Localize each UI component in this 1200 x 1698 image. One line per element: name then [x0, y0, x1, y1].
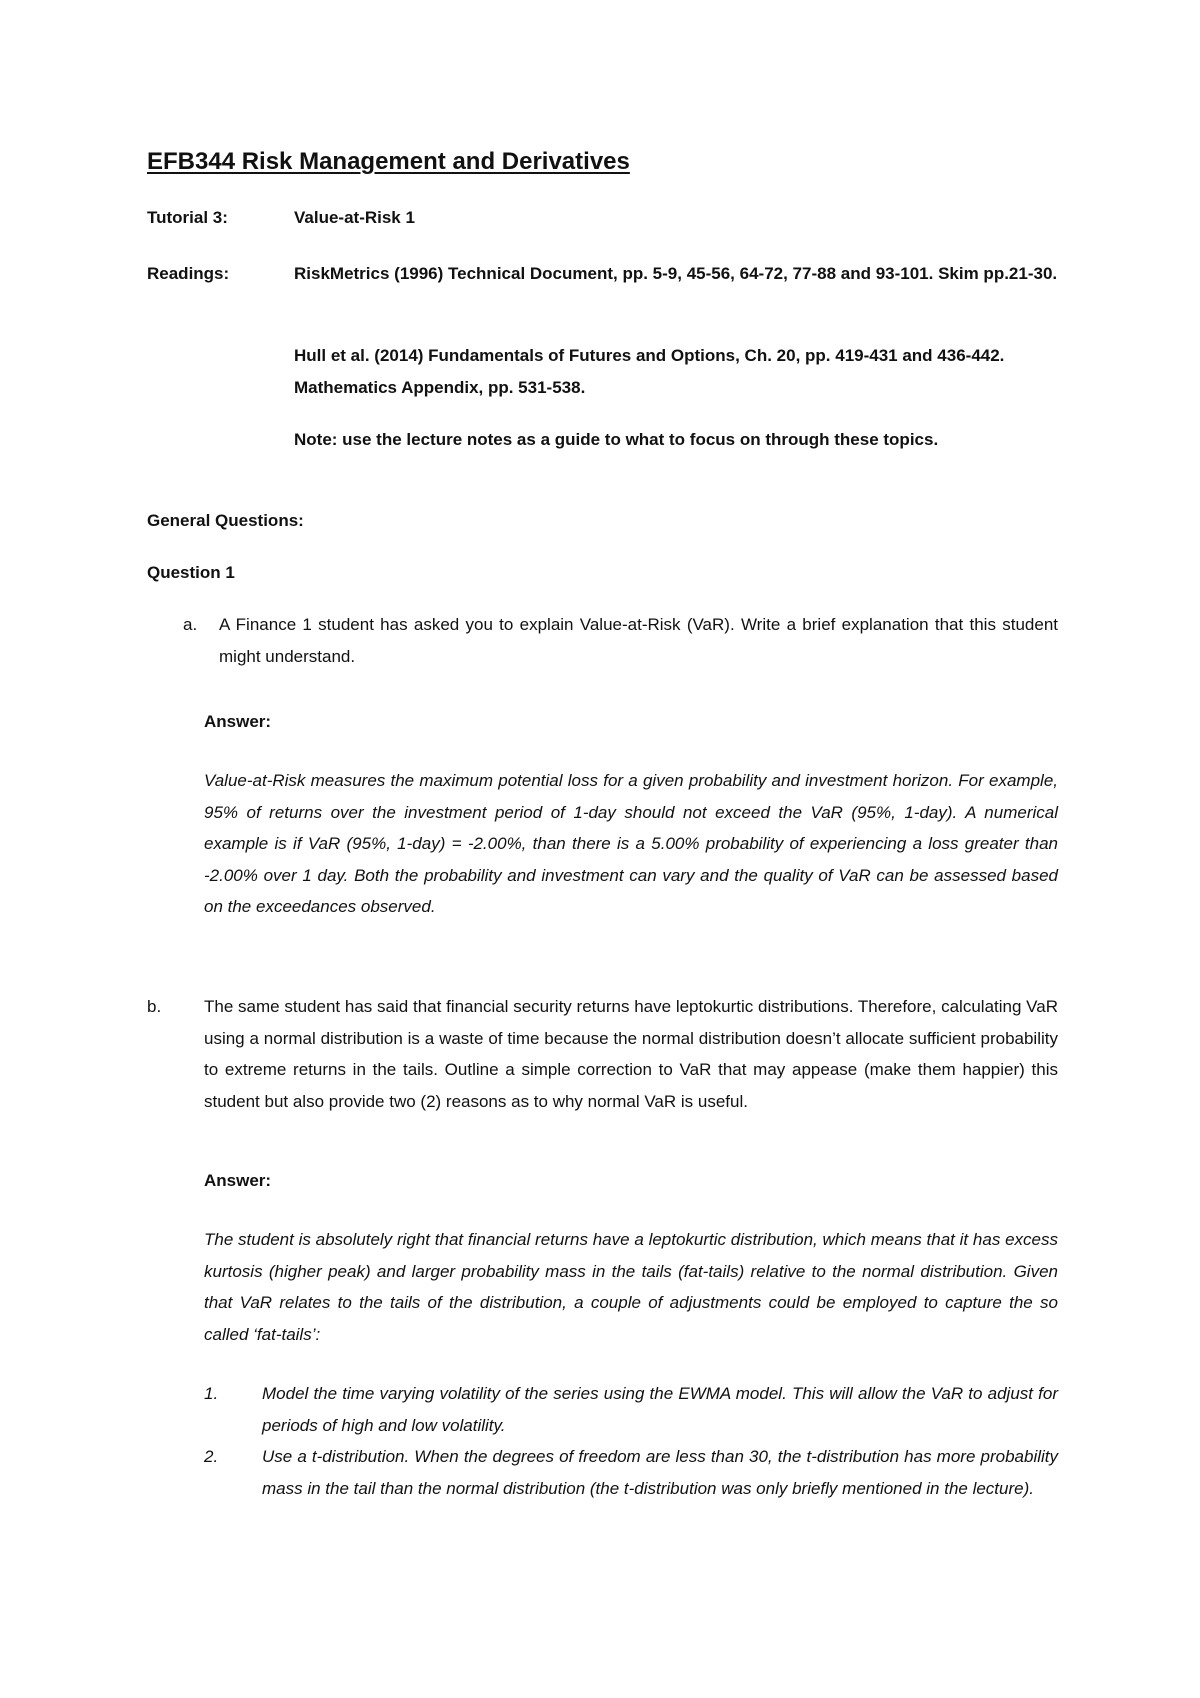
list-item: Model the time varying volatility of the series using the EWMA model. This will allow the VaR to adjust for periods of high and low volatility.: [262, 1384, 1058, 1435]
reading-item: Note: use the lecture notes as a guide to what to focus on through these topics.: [294, 430, 939, 449]
part-a-marker: a.: [183, 615, 198, 634]
document-title: EFB344 Risk Management and Derivatives: [147, 148, 630, 175]
part-a-answer: Value-at-Risk measures the maximum potential loss for a given probability and investment horizon. For example, 95% of returns over the investment period of 1-day should not exceed the VaR (95%, 1-day). A numerical example is if VaR (95%, 1-day) = -2.00%, than there is a 5.00% probability of experiencing a loss greater than -2.00% over 1 day. Both the probability and investment can vary and the quality of VaR can be assessed based on the exceedances observed.: [204, 771, 1058, 916]
tutorial-label: Tutorial 3:: [147, 208, 228, 227]
tutorial-value: Value-at-Risk 1: [294, 208, 415, 227]
general-questions-heading: General Questions:: [147, 511, 304, 530]
part-a-answer-label: Answer:: [204, 712, 272, 731]
part-b-marker: b.: [147, 997, 162, 1016]
readings-label: Readings:: [147, 264, 230, 283]
question-heading: Question 1: [147, 563, 235, 582]
list-item-marker: 2.: [204, 1447, 219, 1466]
list-item: Use a t-distribution. When the degrees of freedom are less than 30, the t-distribution has more probability mass in the tail than the normal distribution (the t-distribution was only briefly mentioned in the lecture).: [262, 1447, 1058, 1498]
part-a-question: A Finance 1 student has asked you to explain Value-at-Risk (VaR). Write a brief explanation that this student might understand.: [219, 615, 1058, 666]
reading-item: RiskMetrics (1996) Technical Document, pp. 5-9, 45-56, 64-72, 77-88 and 93-101. Skim pp.21-30.: [294, 264, 1058, 283]
part-b-answer-intro: The student is absolutely right that financial returns have a leptokurtic distribution, which means that it has excess kurtosis (higher peak) and larger probability mass in the tails (fat-tails) relative to the normal distribution. Given that VaR relates to the tails of the distribution, a couple of adjustments could be employed to capture the so called ‘fat-tails’:: [204, 1230, 1058, 1344]
list-item-marker: 1.: [204, 1384, 219, 1403]
reading-item: Hull et al. (2014) Fundamentals of Futures and Options, Ch. 20, pp. 419-431 and 436-442. Mathematics Appendix, pp. 531-538.: [294, 346, 1005, 397]
part-b-question: The same student has said that financial security returns have leptokurtic distributions. Therefore, calculating VaR using a normal distribution is a waste of time because the normal distribution doesn’t allocate sufficient probability to extreme returns in the tails. Outline a simple correction to VaR that may appease (make them happier) this student but also provide two (2) reasons as to why normal VaR is useful.: [204, 997, 1058, 1111]
part-b-answer-label: Answer:: [204, 1171, 272, 1190]
